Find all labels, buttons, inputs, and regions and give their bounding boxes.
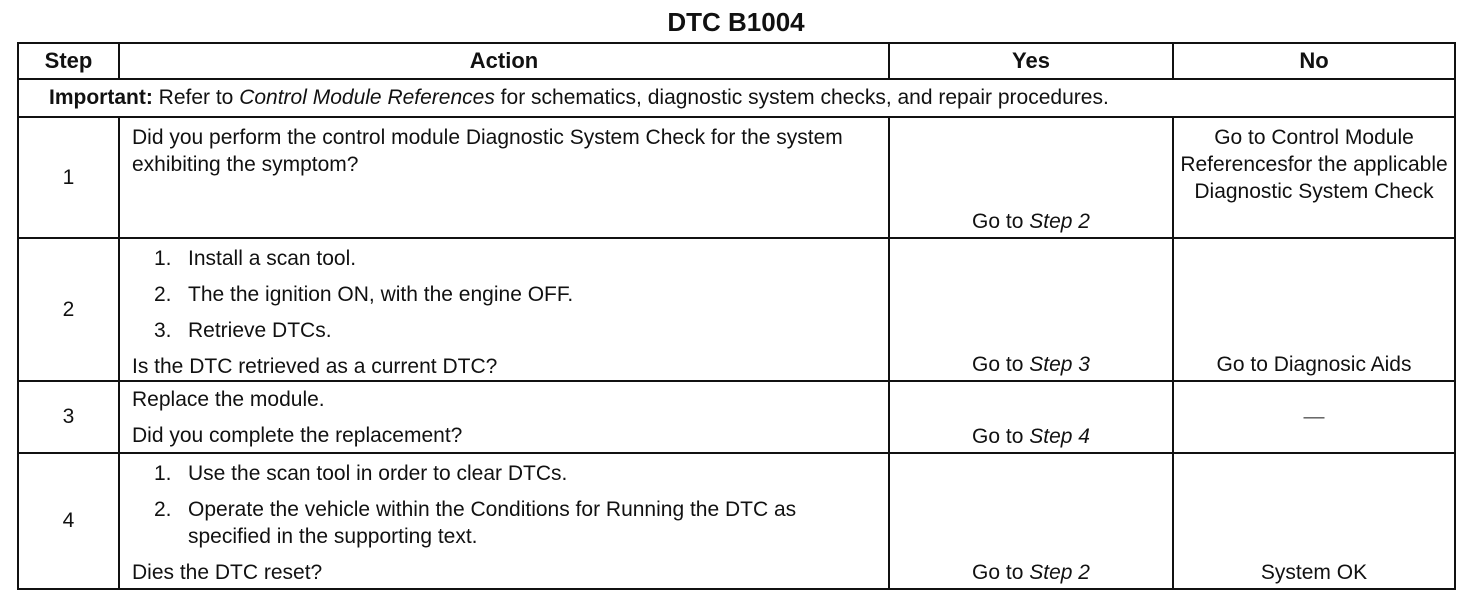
table-row xyxy=(18,117,1455,238)
important-reference: Control Module References xyxy=(239,86,495,109)
yes-cell xyxy=(889,381,1173,453)
list-number: 3. xyxy=(154,319,172,342)
list-item xyxy=(132,496,876,550)
yes-prefix: Go to xyxy=(972,353,1030,376)
list-number: 1. xyxy=(154,247,172,270)
action-question: Did you complete the replacement? xyxy=(132,424,463,447)
no-cell: Go to Control Module Referencesfor the applicable Diagnostic System Check xyxy=(1173,117,1455,238)
header-action: Action xyxy=(119,43,889,79)
page-title: DTC B1004 xyxy=(667,7,805,37)
yes-step-ref: Step 2 xyxy=(1029,561,1090,584)
action-list xyxy=(132,460,876,550)
important-text-after: for schematics, diagnostic system checks, and repair procedures. xyxy=(494,86,1109,109)
list-number: 1. xyxy=(154,462,172,485)
action-question: Dies the DTC reset? xyxy=(132,561,323,584)
table-row xyxy=(18,453,1455,589)
list-text: Retrieve DTCs. xyxy=(188,319,332,342)
action-cell xyxy=(119,453,889,589)
header-row xyxy=(18,43,1455,79)
no-cell: — xyxy=(1173,381,1455,453)
yes-step-ref: Step 4 xyxy=(1029,425,1090,448)
yes-cell xyxy=(889,238,1173,381)
important-row xyxy=(18,79,1455,117)
dtc-table xyxy=(17,42,1456,590)
yes-cell xyxy=(889,453,1173,589)
step-number: 4 xyxy=(18,453,119,589)
action-question: Is the DTC retrieved as a current DTC? xyxy=(132,355,498,378)
important-text-before: Refer to xyxy=(152,86,240,109)
important-note xyxy=(18,79,1455,117)
list-item xyxy=(132,317,876,344)
yes-prefix: Go to xyxy=(972,425,1030,448)
action-line: Replace the module. xyxy=(132,388,325,411)
header-no: No xyxy=(1173,43,1455,79)
step-number: 1 xyxy=(18,117,119,238)
no-cell: Go to Diagnosic Aids xyxy=(1173,238,1455,381)
list-text: Use the scan tool in order to clear DTCs. xyxy=(188,462,568,485)
list-number: 2. xyxy=(154,283,172,306)
header-yes: Yes xyxy=(889,43,1173,79)
yes-step-ref: Step 3 xyxy=(1029,353,1090,376)
list-item xyxy=(132,460,876,487)
list-item xyxy=(132,281,876,308)
table-row xyxy=(18,238,1455,381)
step-number: 3 xyxy=(18,381,119,453)
yes-prefix: Go to xyxy=(972,210,1030,233)
list-text: The the ignition ON, with the engine OFF. xyxy=(188,283,574,306)
action-text: Did you perform the control module Diagnostic System Check for the system exhibiting the symptom? xyxy=(132,126,843,176)
list-number: 2. xyxy=(154,498,172,521)
list-text: Operate the vehicle within the Conditions for Running the DTC as specified in the supporting text. xyxy=(188,498,797,548)
yes-cell xyxy=(889,117,1173,238)
yes-step-ref: Step 2 xyxy=(1029,210,1090,233)
list-item xyxy=(132,245,876,272)
action-cell xyxy=(119,381,889,453)
important-label: Important: xyxy=(49,86,153,109)
list-text: Install a scan tool. xyxy=(188,247,357,270)
action-cell xyxy=(119,117,889,238)
no-cell: System OK xyxy=(1173,453,1455,589)
action-cell xyxy=(119,238,889,381)
action-list xyxy=(132,245,876,344)
table-row xyxy=(18,381,1455,453)
header-step: Step xyxy=(18,43,119,79)
yes-prefix: Go to xyxy=(972,561,1030,584)
step-number: 2 xyxy=(18,238,119,381)
